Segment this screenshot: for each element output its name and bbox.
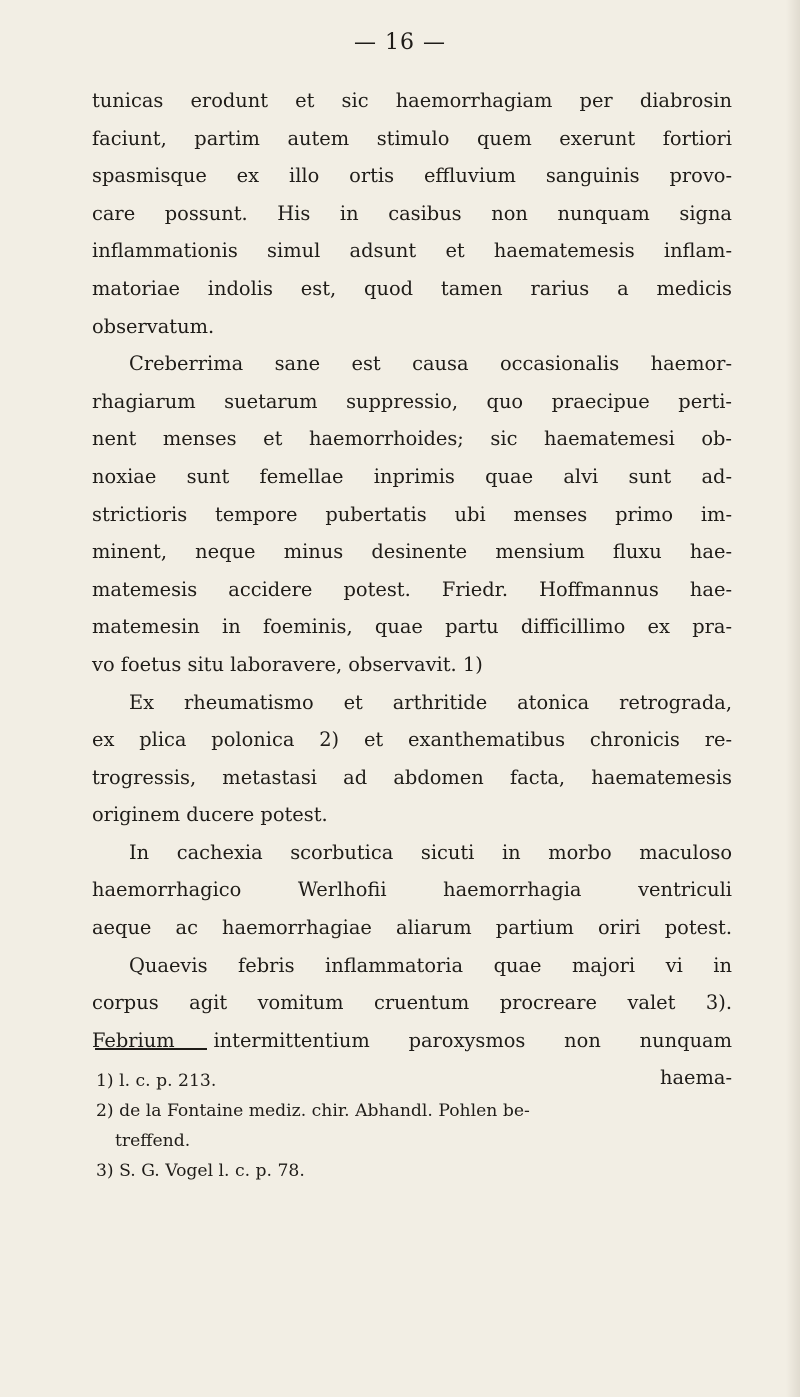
text-line: tunicas erodunt et sic haemorrhagiam per diabrosin bbox=[92, 89, 732, 112]
text-line: originem ducere potest. bbox=[92, 803, 328, 827]
catchword: haema- bbox=[659, 1066, 732, 1090]
text-line: matemesis accidere potest. Friedr. Hoffmannus hae- bbox=[92, 577, 732, 601]
text-line: nent menses et haemorrhoides; sic haematemesi ob- bbox=[92, 427, 732, 451]
text-line: matoriae indolis est, quod tamen rarius a medicis bbox=[92, 276, 732, 300]
text-line: noxiae sunt femellae inprimis quae alvi sunt ad- bbox=[92, 464, 732, 488]
text-line: In cachexia scorbutica sicuti in morbo maculoso bbox=[129, 840, 732, 864]
footnote-rule bbox=[95, 1048, 207, 1050]
text-line: corpus agit vomitum cruentum procreare valet 3). bbox=[92, 991, 732, 1015]
footnotes bbox=[96, 1066, 736, 1186]
text-line: Ex rheumatismo et arthritide atonica retrograda, bbox=[129, 690, 732, 714]
text-line: minent, neque minus desinente mensium fluxu hae- bbox=[92, 540, 732, 564]
text-line: rhagiarum suetarum suppressio, quo praecipue perti- bbox=[92, 389, 732, 413]
page-header: — 16 — bbox=[354, 30, 446, 55]
footnote: 1) l. c. p. 213. bbox=[96, 1071, 217, 1091]
footnote-continuation: treffend. bbox=[115, 1131, 191, 1151]
footnote: 2) de la Fontaine mediz. chir. Abhandl. Pohlen be- bbox=[96, 1101, 530, 1121]
text-line: faciunt, partim autem stimulo quem exerunt fortiori bbox=[92, 126, 732, 150]
text-line: spasmisque ex illo ortis effluvium sanguinis provo- bbox=[92, 164, 732, 188]
text-line: aeque ac haemorrhagiae aliarum partium oriri potest. bbox=[92, 916, 732, 940]
text-line: Creberrima sane est causa occasionalis haemor- bbox=[129, 352, 732, 376]
text-line: matemesin in foeminis, quae partu difficillimo ex pra- bbox=[92, 615, 732, 639]
text-line: inflammationis simul adsunt et haematemesis inflam- bbox=[92, 239, 732, 263]
text-line: trogressis, metastasi ad abdomen facta, haematemesis bbox=[92, 765, 732, 789]
page-edge-shadow bbox=[786, 0, 800, 1397]
text-line: haemorrhagico Werlhofii haemorrhagia ventriculi bbox=[92, 878, 732, 902]
text-line: care possunt. His in casibus non nunquam signa bbox=[92, 201, 732, 225]
text-line: ex plica polonica 2) et exanthematibus chronicis re- bbox=[92, 728, 732, 752]
text-line: vo foetus situ laboravere, observavit. 1) bbox=[92, 652, 483, 676]
footnote: 3) S. G. Vogel l. c. p. 78. bbox=[96, 1161, 305, 1181]
text-line: Febrium intermittentium paroxysmos non nunquam bbox=[92, 1028, 732, 1052]
main-text bbox=[92, 82, 732, 1097]
text-line: strictioris tempore pubertatis ubi menses primo im- bbox=[92, 502, 732, 526]
text-line: observatum. bbox=[92, 314, 215, 338]
text-line: Quaevis febris inflammatoria quae majori vi in bbox=[129, 953, 732, 977]
